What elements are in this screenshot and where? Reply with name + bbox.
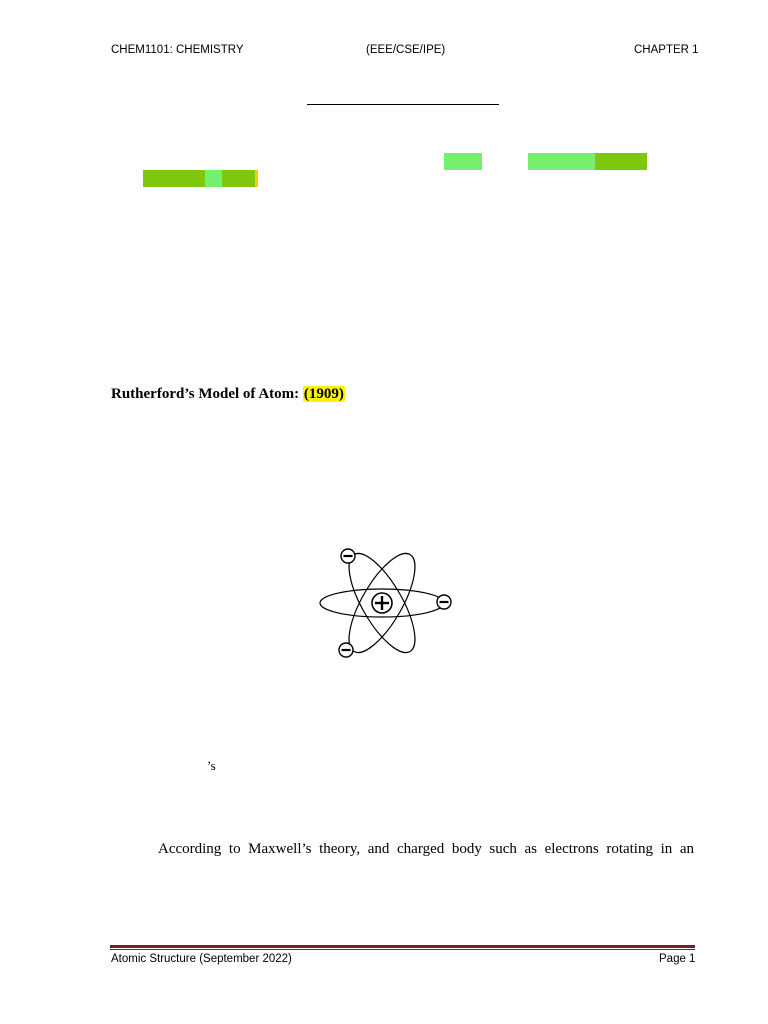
heading-text: Rutherford’s Model of Atom: bbox=[111, 386, 303, 402]
electron bbox=[339, 643, 353, 657]
highlight-mark bbox=[595, 153, 647, 170]
text-fragment: ’s bbox=[207, 758, 216, 773]
heading-year: (1909) bbox=[303, 386, 344, 402]
body-paragraph: According to Maxwell’s theory, and charged body such as electrons rotating in an bbox=[158, 841, 694, 857]
rutherford-atom-figure bbox=[315, 545, 460, 665]
highlight-mark bbox=[222, 170, 255, 187]
header-chapter: CHAPTER 1 bbox=[634, 44, 699, 56]
header-course: CHEM1101: CHEMISTRY bbox=[111, 44, 244, 56]
highlight-mark bbox=[255, 170, 258, 187]
footer-title: Atomic Structure (September 2022) bbox=[111, 953, 292, 965]
highlight-mark bbox=[143, 170, 205, 187]
highlight-mark bbox=[444, 153, 482, 170]
electron bbox=[437, 595, 451, 609]
highlight-mark bbox=[528, 153, 595, 170]
footer-rule bbox=[110, 945, 695, 948]
section-heading bbox=[111, 386, 345, 403]
footer-rule-thin bbox=[110, 949, 695, 950]
title-underline bbox=[307, 104, 499, 105]
nucleus bbox=[372, 593, 392, 613]
header-departments: (EEE/CSE/IPE) bbox=[366, 44, 446, 56]
highlight-mark bbox=[205, 170, 222, 187]
electron bbox=[341, 549, 355, 563]
page-number: Page 1 bbox=[659, 953, 696, 965]
